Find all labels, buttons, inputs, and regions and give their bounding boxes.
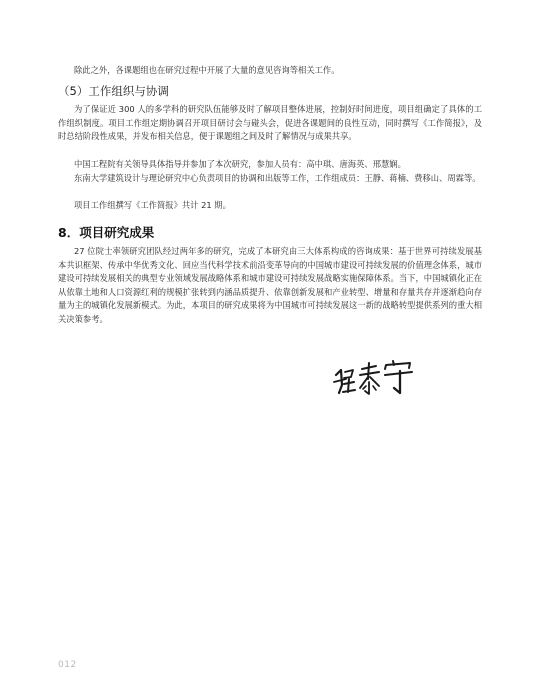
work-organization-paragraph: 为了保证近 300 人的多学科的研究队伍能够及时了解项目整体进展，控制好时间进度，项目组确定了具体的工作组织制度。项目工作组定期协调召开项目研讨会与碰头会，促进各课题间的良性互动，同时撰写《工作简报》，及时总结阶段性成果，并发布相关信息，便于课题组之间及时了解情况与成果共享。 [58, 104, 482, 142]
intro-paragraph: 除此之外，各课题组也在研究过程中开展了大量的意见咨询等相关工作。 [74, 65, 340, 75]
section-heading: 8．项目研究成果 [58, 225, 155, 240]
bulletin-count-paragraph: 项目工作组撰写《工作简报》共计 21 期。 [74, 200, 231, 210]
cae-participants-paragraph: 中国工程院有关领导具体指导并参加了本次研究，参加人员有：高中琪、唐海英、邢慧娴。 [74, 159, 406, 169]
subsection-heading: （5）工作组织与协调 [58, 84, 169, 98]
seu-team-paragraph: 东南大学建筑设计与理论研究中心负责项目的协调和出版等工作，工作组成员：王静、蒋楠、费移山、周霖等。 [74, 173, 481, 183]
page-number: 012 [58, 660, 77, 670]
handwritten-signature [330, 355, 416, 401]
research-results-paragraph: 27 位院士率领研究团队经过两年多的研究，完成了本研究由三大体系构成的咨询成果：基于世界可持续发展基本共识框架、传承中华优秀文化、回应当代科学技术前沿变革导向的中国城市建设可持续发展的价值理念体系，城市建设可持续发展相关的典型专业领域发展战略体系和城市建设可持续发展战略实施保障体系。当下，中国城镇化正在从依靠土地和人口资源红利的规模扩张转到内涵品质提升、依靠创新发展和产业转型、增量和存量共存并逐渐趋向存量为主的城镇化发展新模式。为此，本项目的研究成果将为中国城市可持续发展这一新的战略转型提供系列的重大相关决策参考。 [58, 246, 482, 324]
